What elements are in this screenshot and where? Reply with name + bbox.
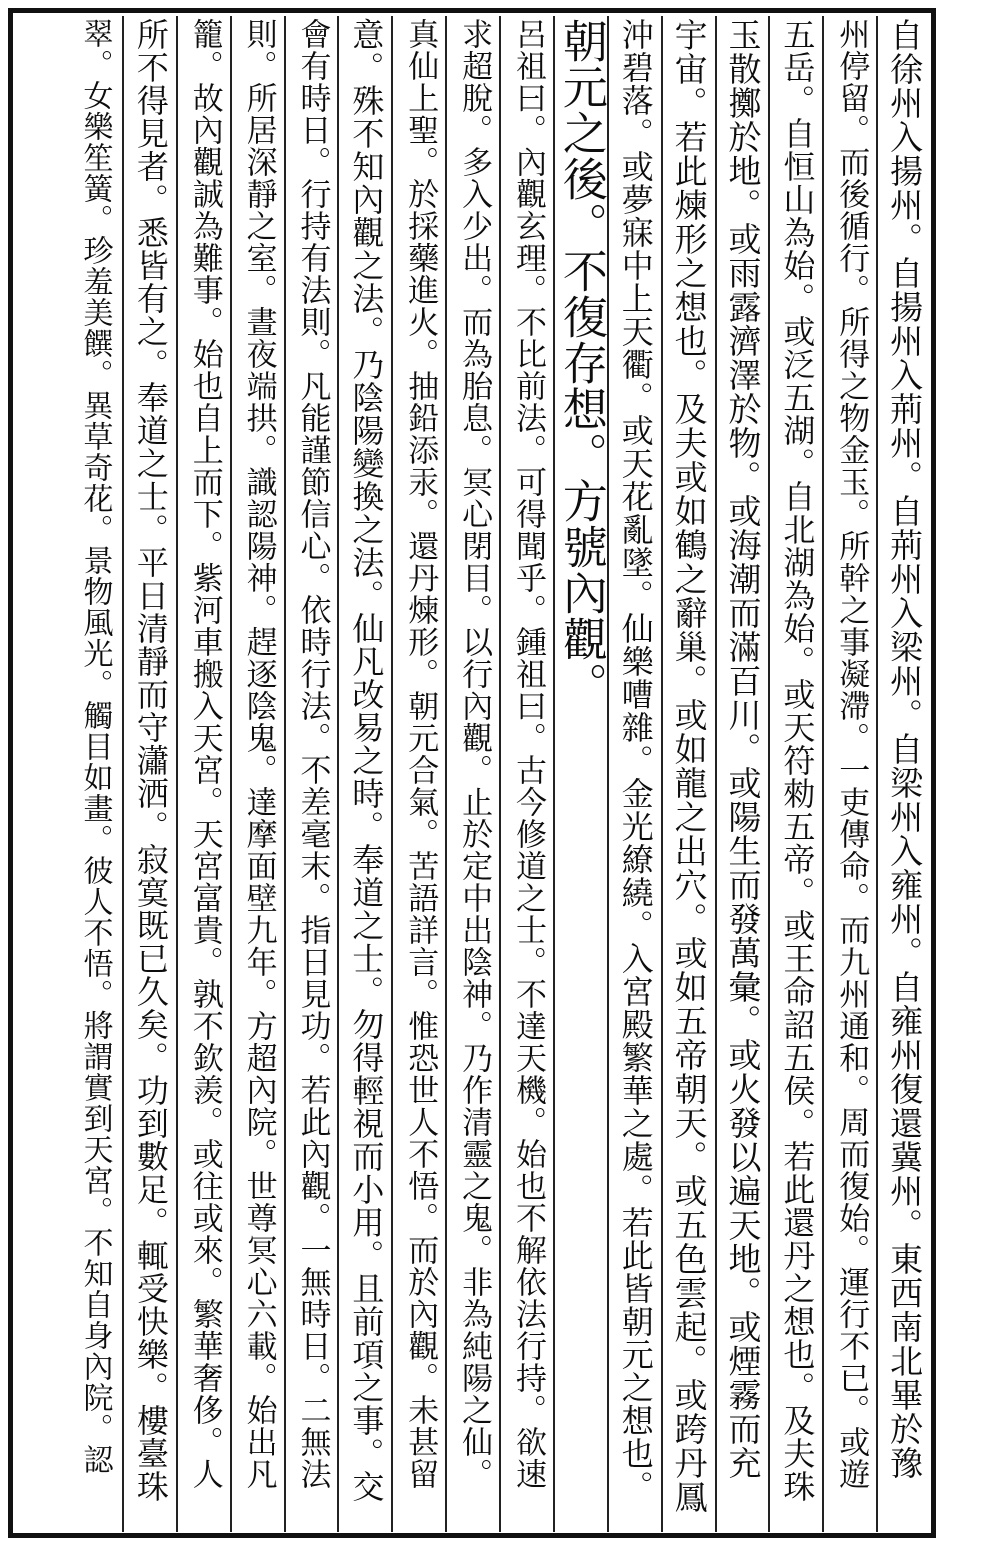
- column-text: 呂祖曰。內觀玄理。不比前法。可得聞乎。鍾祖曰。古今修道之士。不達天機。始也不解依法行持。欲速: [510, 18, 546, 1490]
- column-text: 五岳。自恒山為始。或泛五湖。自北湖為始。或天符勑五帝。或王命詔五侯。若此還丹之想也。及夫珠: [778, 18, 817, 1503]
- page-margin: [940, 0, 1000, 1555]
- column-text: 州停留。而後循行。所得之物金玉。所幹之事凝滯。一吏傳命。而九州通和。周而復始。運行不已。或遊: [833, 18, 870, 1490]
- text-columns: [14, 16, 930, 1532]
- text-column: [445, 16, 499, 1532]
- text-column: [391, 16, 445, 1532]
- column-text: 意。殊不知內觀之法。乃陰陽變換之法。仙凡改易之時。奉道之士。勿得輕視而小用。且前項之事。交: [347, 18, 386, 1503]
- column-text: 所不得見者。悉皆有之。奉道之士。平日清靜而守瀟洒。寂寞既已久矣。功到數足。輒受快樂。樓臺珠: [131, 18, 170, 1503]
- column-text: 則。所居深靜之室。晝夜端拱。識認陽神。趕逐陰鬼。達摩面壁九年。方超內院。世尊冥心六載。始出凡: [240, 18, 277, 1490]
- text-column: [122, 16, 176, 1532]
- column-text: 翠。女樂笙簧。珍羞美饌。異草奇花。景物風光。觸目如畫。彼人不悟。將謂實到天宮。不知自身內院。認: [77, 18, 113, 1475]
- text-column: [822, 16, 876, 1532]
- text-column: [337, 16, 391, 1532]
- column-text: 宇宙。若此煉形之想也。及夫或如鶴之辭巢。或如龍之出穴。或如五帝朝天。或五色雲起。或跨丹鳳: [669, 18, 709, 1514]
- column-text: 求超脫。多入少出。而為胎息。冥心閉目。以行內觀。止於定中出陰神。乃作清靈之鬼。非為純陽之仙。: [456, 18, 493, 1490]
- text-column: [176, 16, 230, 1532]
- column-text: 自徐州入揚州。自揚州入荊州。自荊州入梁州。自梁州入雍州。自雍州復還冀州。東西南北畢於豫: [885, 18, 925, 1480]
- text-column: [768, 16, 822, 1532]
- text-column: [68, 16, 122, 1532]
- text-column: [553, 16, 607, 1532]
- text-column: [607, 16, 661, 1532]
- text-column: [230, 16, 284, 1532]
- text-column: [661, 16, 715, 1532]
- column-text: 會有時日。行持有法則。凡能謹節信心。依時行法。不差毫末。指日見功。若此內觀。一無時日。二無法: [294, 18, 331, 1490]
- column-text: 朝元之後。不復存想。方號內觀。: [554, 18, 608, 708]
- text-column: [284, 16, 338, 1532]
- text-column: [499, 16, 553, 1532]
- column-text: 沖碧落。或夢寐中上天衢。或天花亂墜。仙樂嘈雜。金光繚繞。入宮殿繁華之處。若此皆朝元之想也。: [616, 18, 655, 1503]
- column-text: 玉散擲於地。或雨露濟澤於物。或海潮而滿百川。或陽生而發萬彙。或火發以遍天地。或煙霧而充: [723, 18, 763, 1480]
- text-column: [715, 16, 769, 1532]
- text-column: [876, 16, 930, 1532]
- column-text: 籠。故內觀誠為難事。始也自上而下。紫河車搬入天宮。天宮富貴。孰不欽羨。或往或來。繁華奢侈。人: [186, 18, 223, 1490]
- column-text: 真仙上聖。於採藥進火。抽鉛添汞。還丹煉形。朝元合氣。苦語詳言。惟恐世人不悟。而於內觀。未甚留: [402, 18, 439, 1490]
